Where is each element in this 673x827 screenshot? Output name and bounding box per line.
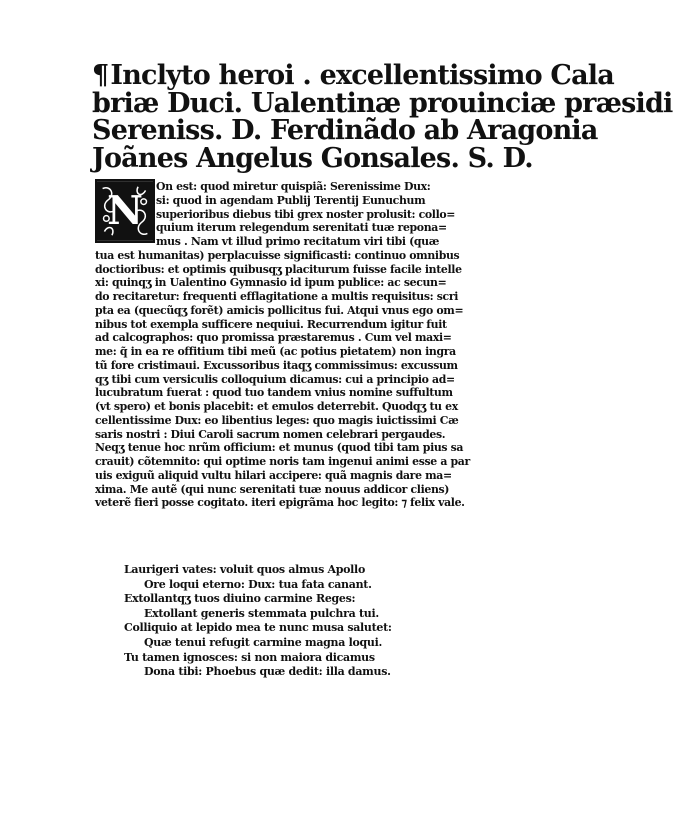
verse-line: Tu tamen ignosces: si non maiora dicamus <box>124 650 375 664</box>
verse-line: Dona tibi: Phoebus quæ dedit: illa damus. <box>144 665 391 679</box>
svg-text:N: N <box>107 188 143 235</box>
epigram-verse <box>124 563 484 680</box>
text-line: doctioribus: et optimis quibusqʒ placiturum fuisse facile intelle <box>95 262 462 276</box>
text-line: (vt spero) et bonis placebit: et emulos deterrebit. Quodqʒ tu ex <box>95 400 458 413</box>
text-line: cellentissime Dux: eo libentius leges: quo magis iuictissimi Cæ <box>95 413 459 427</box>
body-text <box>95 180 500 510</box>
verse-line: Ore loqui eterno: Dux: tua fata canant. <box>144 577 372 591</box>
text-line: tũ fore cristimaui. Excussoribus itaqʒ commissimus: excussum <box>95 358 458 372</box>
text-line: tua est humanitas) perplacuisse significasti: continuo omnibus <box>95 248 460 262</box>
verse-line: Quæ tenui refugit carmine magna loqui. <box>144 635 383 649</box>
text-line: mus . Nam vt illud primo recitatum viri tibi (quæ <box>156 235 440 248</box>
heading-line: briæ Duci. Ualentinæ prouinciæ præsidi <box>92 87 673 119</box>
text-line: ad calcographos: quo promissa præstaremus . Cum vel maxi= <box>95 331 452 345</box>
pilcrow-mark: ¶ <box>92 60 109 91</box>
text-line: Neqʒ tenue hoc nrũm officium: et munus (quod tibi tam pius sa <box>95 441 464 455</box>
heading-line: ¶Inclyto heroi . excellentissimo Cala <box>92 60 614 91</box>
text-line: xima. Me autẽ (qui nunc serenitati tuæ nouus addicor cliens) <box>95 482 450 496</box>
verse-line: Extollantqʒ tuos diuino carmine Reges: <box>124 592 356 606</box>
text-line: superioribus diebus tibi grex noster prolusit: collo= <box>156 207 456 221</box>
text-line: me: q̃ in ea re offitium tibi meũ (ac potius pietatem) non ingra <box>95 345 456 358</box>
verse-line: Colliquio at lepido mea te nunc musa salutet: <box>124 621 392 635</box>
text-line: si: quod in agendam Publij Terentij Eunuchum <box>156 193 426 207</box>
verse-line: Laurigeri vates: voluit quos almus Apollo <box>124 563 365 576</box>
heading-line: Sereniss. D. Ferdinãdo ab Aragonia <box>92 115 598 146</box>
verse-line: Extollant generis stemmata pulchra tui. <box>144 606 379 620</box>
text-line: veterẽ fieri posse cogitato. iteri epigrãma hoc legito: ⁊ felix vale. <box>95 496 465 510</box>
dedication-heading <box>92 60 673 174</box>
text-line: lucubratum fuerat : quod tuo tandem vnius nomine suffultum <box>95 386 453 400</box>
text-line: saris nostri : Diui Caroli sacrum nomen celebrari pergaudes. <box>95 427 446 441</box>
text-line: uis exiguũ aliquid vultu hilari accipere: quã magnis dare ma= <box>95 468 452 482</box>
text-line: quium iterum relegendum serenitati tuæ repona= <box>156 221 447 235</box>
heading-line: Joãnes Angelus Gonsales. S. D. <box>92 142 533 174</box>
text-line: pta ea (quecũqʒ forẽt) amicis pollicitus fui. Atqui vnus ego om= <box>95 303 464 317</box>
text-line: crauit) cõtemnito: qui optime noris tam ingenui animi esse a par <box>95 455 470 468</box>
text-line: qʒ tibi cum versiculis colloquium dicamus: cui a principio ad= <box>95 372 455 386</box>
text-line: do recitaretur: frequenti efflagitatione a multis requisitus: scri <box>95 290 459 303</box>
text-line: On est: quod miretur quispiã: Serenissime Dux: <box>156 180 431 193</box>
text-line: nibus tot exempla sufficere nequiui. Recurrendum igitur fuit <box>95 317 447 331</box>
text-line: xi: quinqʒ in Ualentino Gymnasio id ipum publice: ac secun= <box>95 276 447 290</box>
